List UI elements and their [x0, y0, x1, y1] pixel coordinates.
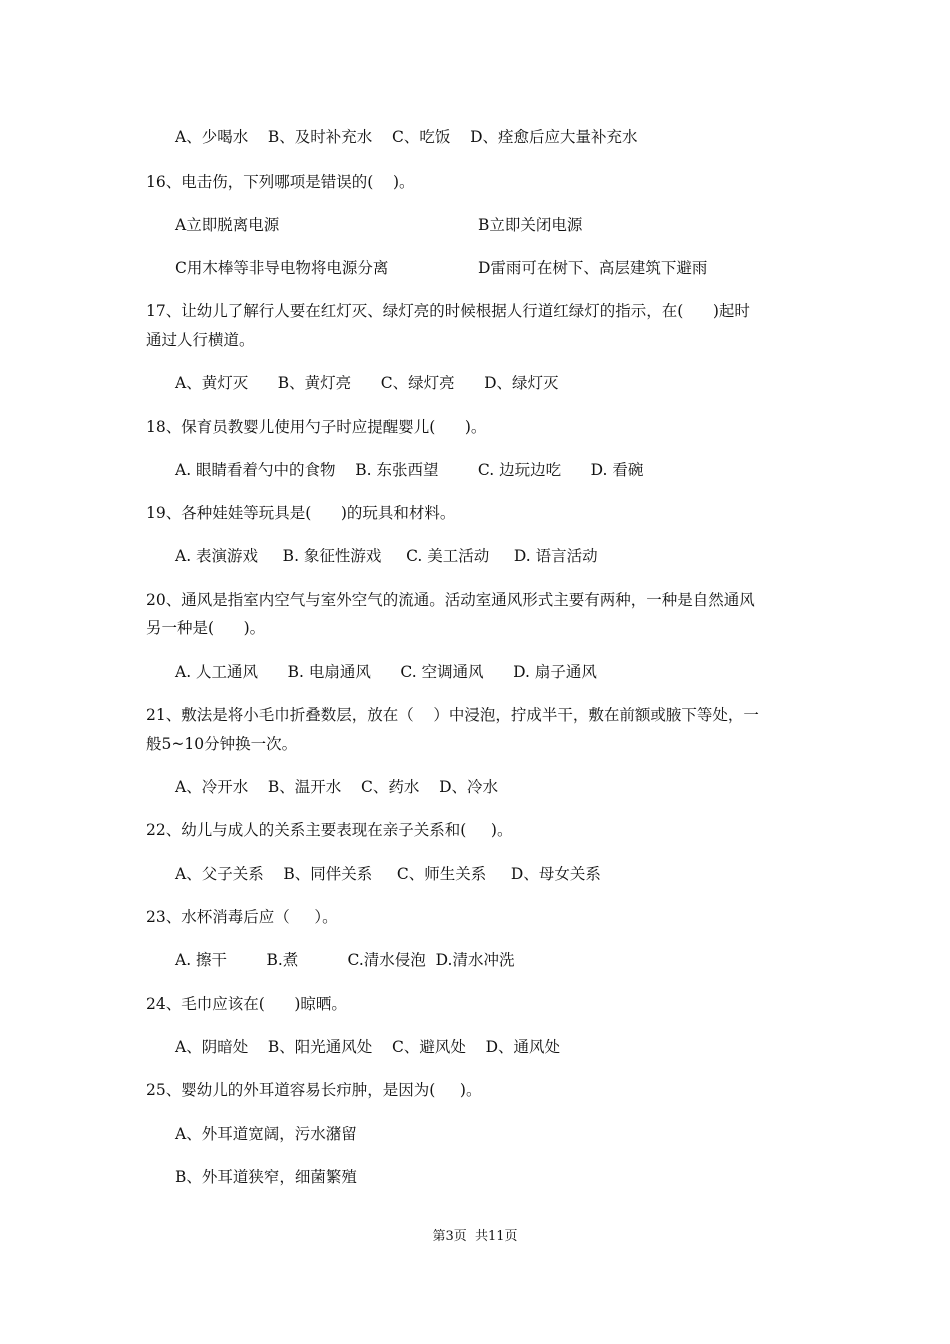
question-16-option-c: C用木棒等非导电物将电源分离	[175, 259, 389, 277]
question-21-options: A、冷开水 B、温开水 C、药水 D、冷水	[175, 778, 498, 796]
question-23-options: A. 擦干 B.煮 C.清水侵泡 D.清水冲洗	[175, 951, 515, 969]
question-16-option-b: B立即关闭电源	[478, 216, 583, 234]
question-19-stem: 19、各种娃娃等玩具是( )的玩具和材料。	[146, 504, 456, 522]
question-16-option-a: A立即脱离电源	[175, 216, 280, 234]
question-20-stem-line-2: 另一种是( )。	[146, 619, 266, 637]
question-19-options: A. 表演游戏 B. 象征性游戏 C. 美工活动 D. 语言活动	[175, 547, 598, 565]
question-25-option-a: A、外耳道宽阔，污水潴留	[175, 1125, 357, 1143]
question-22-stem: 22、幼儿与成人的关系主要表现在亲子关系和( )。	[146, 821, 513, 839]
question-24-options: A、阴暗处 B、阳光通风处 C、避风处 D、通风处	[175, 1038, 560, 1056]
question-17-stem-line-2: 通过人行横道。	[146, 331, 255, 349]
question-18-stem: 18、保育员教婴儿使用勺子时应提醒婴儿( )。	[146, 418, 487, 436]
question-20-stem-line-1: 20、通风是指室内空气与室外空气的流通。活动室通风形式主要有两种，一种是自然通风	[146, 591, 755, 609]
question-17-stem-line-1: 17、让幼儿了解行人要在红灯灭、绿灯亮的时候根据人行道红绿灯的指示，在( )起时	[146, 302, 750, 320]
question-21-stem-line-2: 般5~10分钟换一次。	[146, 735, 298, 753]
question-17-options: A、黄灯灭 B、黄灯亮 C、绿灯亮 D、绿灯灭	[175, 374, 559, 392]
question-20-options: A. 人工通风 B. 电扇通风 C. 空调通风 D. 扇子通风	[175, 663, 597, 681]
question-24-stem: 24、毛巾应该在( )晾晒。	[146, 995, 347, 1013]
question-23-stem: 23、水杯消毒后应（ ）。	[146, 908, 338, 926]
question-15-options: A、少喝水 B、及时补充水 C、吃饭 D、痊愈后应大量补充水	[175, 128, 638, 146]
question-16-stem: 16、电击伤，下列哪项是错误的( )。	[146, 173, 415, 191]
question-25-stem: 25、婴幼儿的外耳道容易长疖肿，是因为( )。	[146, 1081, 482, 1099]
page-number-footer: 第3页 共11页	[432, 1229, 518, 1244]
question-21-stem-line-1: 21、敷法是将小毛巾折叠数层，放在（ ）中浸泡，拧成半干，敷在前额或腋下等处，一	[146, 706, 759, 724]
question-25-option-b: B、外耳道狭窄，细菌繁殖	[175, 1168, 357, 1186]
question-22-options: A、父子关系 B、同伴关系 C、师生关系 D、母女关系	[175, 865, 601, 883]
question-16-option-d: D雷雨可在树下、高层建筑下避雨	[478, 259, 708, 277]
question-18-options: A. 眼睛看着勺中的食物 B. 东张西望 C. 边玩边吃 D. 看碗	[175, 461, 644, 479]
